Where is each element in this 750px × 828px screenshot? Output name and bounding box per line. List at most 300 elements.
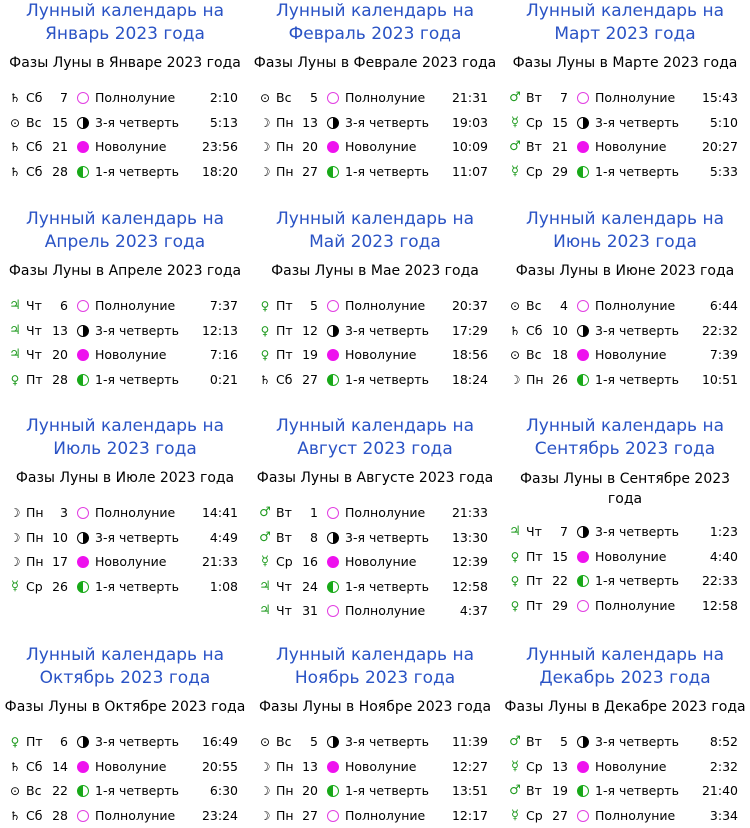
saturn-icon: ♄: [9, 164, 21, 179]
month-block: [0, 208, 250, 387]
day-number: 21: [552, 139, 568, 154]
moon-phase-first-icon: [577, 785, 589, 797]
moon-icon: ☽: [9, 555, 21, 569]
month-subtitle: Фазы Луны в Июне 2023 года: [515, 263, 735, 279]
weekday: Сб: [26, 758, 43, 774]
moon-phase-first-icon: [77, 166, 89, 178]
weekday: Сб: [26, 807, 43, 823]
phase-row: [0, 111, 250, 136]
moon-icon: ☽: [259, 808, 271, 823]
moon-icon: ☽: [509, 372, 521, 387]
weekday: Пт: [26, 371, 43, 387]
saturn-icon: ♄: [9, 91, 21, 105]
day-number: 26: [552, 371, 568, 387]
mercury-icon: ☿: [511, 163, 519, 179]
phase-time: 1:23: [709, 524, 738, 539]
phase-label: Новолуние: [595, 347, 667, 362]
weekday: Пн: [276, 114, 294, 130]
moon-icon: ☽: [9, 530, 21, 545]
phase-row: [250, 111, 500, 136]
weekday: Вс: [276, 734, 292, 749]
month-title-link[interactable]: Лунный календарь на Сентябрь 2023 года: [526, 416, 724, 459]
moon-phase-full-icon: [577, 92, 589, 104]
phase-label: Полнолуние: [345, 505, 426, 520]
month-title-link[interactable]: Лунный календарь на Ноябрь 2023 года: [276, 645, 474, 688]
moon-phase-full-icon: [577, 810, 589, 822]
phase-time: 20:27: [701, 139, 738, 154]
phase-time: 4:49: [209, 529, 238, 545]
jupiter-icon: ♃: [9, 322, 21, 338]
phase-label: 1-я четверть: [345, 163, 429, 179]
day-number: 18: [552, 347, 568, 362]
month-block: [0, 0, 250, 179]
phase-label: Новолуние: [95, 139, 167, 154]
moon-phase-new-icon: [577, 349, 589, 361]
phase-time: 21:33: [201, 554, 238, 569]
phase-label: 1-я четверть: [95, 783, 179, 798]
phase-time: 0:21: [209, 371, 238, 387]
month-subtitle: Фазы Луны в Апреле 2023 года: [8, 263, 242, 279]
moon-phase-last-icon: [77, 736, 89, 748]
phase-label: Новолуние: [595, 758, 667, 774]
phase-label: Новолуние: [345, 554, 417, 569]
phase-row: [0, 368, 250, 393]
day-number: 8: [310, 529, 318, 545]
weekday: Чт: [526, 524, 542, 539]
month-title-link[interactable]: Лунный календарь на Май 2023 года: [276, 209, 474, 252]
moon-phase-first-icon: [77, 581, 89, 593]
sun-icon: ⊙: [9, 115, 21, 130]
month-block: [250, 0, 500, 179]
phase-label: Полнолуние: [95, 298, 176, 313]
phase-label: 1-я четверть: [345, 578, 429, 594]
phase-row: [0, 160, 250, 185]
phase-label: Новолуние: [95, 554, 167, 569]
moon-phase-last-icon: [577, 117, 589, 129]
phase-label: Новолуние: [595, 139, 667, 154]
month-title-link[interactable]: Лунный календарь на Декабрь 2023 года: [526, 645, 724, 688]
sun-icon: ⊙: [259, 735, 271, 749]
phase-time: 1:08: [209, 578, 238, 594]
phase-row: [500, 545, 750, 570]
weekday: Пт: [526, 548, 543, 564]
day-number: 17: [52, 554, 68, 569]
phase-label: Полнолуние: [345, 90, 426, 105]
weekday: Чт: [276, 578, 292, 594]
phase-time: 18:20: [201, 163, 238, 179]
phase-row: [500, 111, 750, 136]
phase-time: 20:55: [201, 758, 238, 774]
day-number: 15: [552, 548, 568, 564]
moon-phase-full-icon: [77, 300, 89, 312]
phase-label: Полнолуние: [95, 505, 176, 520]
phase-label: Новолуние: [95, 758, 167, 774]
phase-label: 3-я четверть: [595, 322, 679, 338]
phase-time: 4:40: [709, 548, 738, 564]
day-number: 27: [302, 807, 318, 823]
phase-time: 11:07: [451, 163, 488, 179]
day-number: 31: [302, 603, 318, 618]
saturn-icon: ♄: [9, 759, 21, 774]
phase-label: Новолуние: [345, 139, 417, 154]
phase-time: 12:27: [451, 758, 488, 774]
weekday: Вт: [526, 90, 542, 105]
phase-time: 4:37: [459, 603, 488, 618]
moon-phase-last-icon: [327, 325, 339, 337]
phase-row: [250, 135, 500, 160]
venus-icon: ♀: [510, 598, 520, 613]
day-number: 13: [302, 114, 318, 130]
month-subtitle: Фазы Луны в Ноябре 2023 года: [258, 699, 492, 715]
phase-row: [250, 730, 500, 755]
phase-label: 3-я четверть: [345, 114, 429, 130]
day-number: 13: [552, 758, 568, 774]
phase-label: 1-я четверть: [595, 371, 679, 387]
phase-label: Полнолуние: [595, 597, 676, 613]
phase-time: 14:41: [201, 505, 238, 520]
moon-phase-first-icon: [77, 785, 89, 797]
phase-label: Полнолуние: [345, 298, 426, 313]
day-number: 29: [552, 597, 568, 613]
phase-row: [0, 343, 250, 368]
mars-icon: ♂: [509, 139, 521, 154]
phase-label: 3-я четверть: [95, 529, 179, 545]
month-title-link[interactable]: Лунный календарь на Август 2023 года: [276, 416, 474, 459]
weekday: Пн: [276, 807, 294, 823]
phase-label: Полнолуние: [595, 90, 676, 105]
weekday: Ср: [526, 807, 543, 823]
phase-label: 3-я четверть: [95, 114, 179, 130]
moon-phase-new-icon: [577, 551, 589, 563]
moon-phase-new-icon: [327, 761, 339, 773]
month-title-link[interactable]: Лунный календарь на Июнь 2023 года: [526, 209, 724, 252]
phase-time: 2:10: [209, 90, 238, 105]
day-number: 14: [52, 758, 68, 774]
moon-phase-first-icon: [327, 785, 339, 797]
month-title-link[interactable]: Лунный календарь на Октябрь 2023 года: [26, 645, 224, 688]
day-number: 15: [52, 114, 68, 130]
weekday: Вс: [526, 347, 542, 362]
day-number: 19: [302, 347, 318, 362]
month-block: [250, 644, 500, 823]
day-number: 29: [552, 163, 568, 179]
phase-time: 5:10: [709, 114, 738, 130]
phase-time: 21:31: [451, 90, 488, 105]
phase-list: [500, 294, 750, 392]
day-number: 20: [302, 139, 318, 154]
phase-row: [500, 135, 750, 160]
phase-time: 12:58: [451, 578, 488, 594]
weekday: Вс: [26, 114, 42, 130]
day-number: 28: [52, 807, 68, 823]
phase-time: 23:56: [201, 139, 238, 154]
phase-label: 1-я четверть: [95, 163, 179, 179]
day-number: 27: [302, 163, 318, 179]
moon-phase-first-icon: [327, 166, 339, 178]
weekday: Чт: [26, 322, 42, 338]
saturn-icon: ♄: [509, 323, 521, 338]
venus-icon: ♀: [260, 299, 270, 313]
moon-phase-new-icon: [77, 141, 89, 153]
day-number: 16: [302, 554, 318, 569]
weekday: Пн: [26, 505, 44, 520]
weekday: Пт: [526, 597, 543, 613]
phase-time: 7:37: [209, 298, 238, 313]
phase-time: 3:34: [709, 807, 738, 823]
phase-row: [250, 368, 500, 393]
phase-label: 3-я четверть: [345, 322, 429, 338]
weekday: Ср: [526, 114, 543, 130]
month-subtitle: Фазы Луны в Октябре 2023 года: [4, 699, 246, 715]
month-block: [0, 644, 250, 823]
month-block: [500, 0, 750, 179]
weekday: Ср: [526, 758, 543, 774]
month-title-link[interactable]: Лунный календарь на Июль 2023 года: [26, 416, 224, 459]
moon-phase-full-icon: [577, 600, 589, 612]
phase-list: [250, 294, 500, 392]
phase-row: [250, 755, 500, 780]
day-number: 5: [560, 734, 568, 749]
moon-phase-first-icon: [577, 575, 589, 587]
phase-time: 13:30: [451, 529, 488, 545]
phase-list: [0, 730, 250, 828]
month-block: [500, 208, 750, 387]
day-number: 28: [52, 163, 68, 179]
weekday: Пн: [526, 371, 544, 387]
phase-list: [500, 520, 750, 618]
weekday: Ср: [26, 578, 43, 594]
moon-phase-last-icon: [327, 532, 339, 544]
month-subtitle: Фазы Луны в Феврале 2023 года: [253, 55, 497, 71]
weekday: Пн: [276, 139, 294, 154]
phase-list: [500, 730, 750, 828]
phase-time: 10:51: [701, 371, 738, 387]
month-block: [250, 208, 500, 387]
phase-time: 12:39: [451, 554, 488, 569]
phase-time: 2:32: [709, 758, 738, 774]
moon-phase-last-icon: [77, 325, 89, 337]
phase-row: [0, 804, 250, 828]
moon-phase-full-icon: [77, 810, 89, 822]
weekday: Пн: [276, 783, 294, 798]
moon-phase-full-icon: [327, 300, 339, 312]
phase-row: [0, 86, 250, 111]
phase-label: 3-я четверть: [95, 734, 179, 749]
phase-time: 12:17: [451, 807, 488, 823]
day-number: 7: [60, 90, 68, 105]
month-title-link[interactable]: Лунный календарь на Февраль 2023 года: [276, 1, 474, 44]
day-number: 22: [552, 573, 568, 588]
phase-row: [0, 501, 250, 526]
phase-time: 22:32: [701, 322, 738, 338]
moon-phase-full-icon: [327, 810, 339, 822]
mars-icon: ♂: [259, 529, 271, 545]
phase-label: 1-я четверть: [345, 783, 429, 798]
day-number: 27: [302, 371, 318, 387]
weekday: Вс: [26, 783, 42, 798]
moon-phase-new-icon: [327, 556, 339, 568]
phase-time: 21:40: [701, 783, 738, 798]
month-subtitle: Фазы Луны в Сентябре 2023 года: [519, 471, 731, 507]
moon-phase-first-icon: [577, 374, 589, 386]
weekday: Сб: [26, 163, 43, 179]
mars-icon: ♂: [509, 783, 521, 798]
moon-icon: ☽: [259, 164, 271, 179]
moon-phase-full-icon: [77, 507, 89, 519]
jupiter-icon: ♃: [259, 578, 271, 594]
phase-time: 16:49: [201, 734, 238, 749]
phase-row: [500, 594, 750, 619]
phase-label: 3-я четверть: [95, 322, 179, 338]
phase-row: [250, 86, 500, 111]
month-title-link[interactable]: Лунный календарь на Март 2023 года: [526, 1, 724, 44]
weekday: Ср: [526, 163, 543, 179]
weekday: Вт: [526, 734, 542, 749]
jupiter-icon: ♃: [259, 603, 271, 618]
phase-row: [250, 501, 500, 526]
phase-time: 11:39: [451, 734, 488, 749]
sun-icon: ⊙: [259, 91, 271, 105]
month-block: [500, 644, 750, 823]
phase-list: [250, 501, 500, 624]
phase-list: [0, 86, 250, 184]
moon-icon: ☽: [9, 506, 21, 520]
phase-label: Полнолуние: [95, 807, 176, 823]
day-number: 5: [310, 298, 318, 313]
venus-icon: ♀: [10, 735, 20, 749]
weekday: Вт: [276, 505, 292, 520]
phase-row: [500, 520, 750, 545]
phase-row: [500, 368, 750, 393]
day-number: 12: [302, 322, 318, 338]
moon-phase-last-icon: [77, 117, 89, 129]
moon-phase-first-icon: [327, 374, 339, 386]
day-number: 4: [560, 298, 568, 313]
phase-time: 6:30: [209, 783, 238, 798]
weekday: Вт: [526, 783, 542, 798]
phase-time: 19:03: [451, 114, 488, 130]
month-block: [0, 415, 250, 594]
day-number: 20: [52, 347, 68, 362]
phase-time: 21:33: [451, 505, 488, 520]
phase-time: 5:13: [209, 114, 238, 130]
moon-phase-last-icon: [577, 526, 589, 538]
phase-label: 3-я четверть: [345, 529, 429, 545]
phase-row: [500, 804, 750, 828]
weekday: Вт: [526, 139, 542, 154]
phase-row: [0, 135, 250, 160]
sun-icon: ⊙: [509, 299, 521, 313]
phase-label: Полнолуние: [345, 603, 426, 618]
phase-row: [250, 294, 500, 319]
day-number: 21: [52, 139, 68, 154]
phase-label: Полнолуние: [95, 90, 176, 105]
moon-phase-last-icon: [327, 117, 339, 129]
phase-time: 23:24: [201, 807, 238, 823]
phase-time: 12:13: [201, 322, 238, 338]
month-title-link[interactable]: Лунный календарь на Апрель 2023 года: [26, 209, 224, 252]
phase-row: [0, 526, 250, 551]
phase-row: [500, 779, 750, 804]
mars-icon: ♂: [509, 734, 521, 749]
phase-label: Полнолуние: [595, 807, 676, 823]
weekday: Пн: [26, 554, 44, 569]
day-number: 27: [552, 807, 568, 823]
mercury-icon: ☿: [11, 578, 19, 594]
mercury-icon: ☿: [261, 554, 269, 569]
weekday: Ср: [276, 554, 293, 569]
phase-time: 7:39: [709, 347, 738, 362]
day-number: 1: [310, 505, 318, 520]
phase-label: Полнолуние: [595, 298, 676, 313]
moon-icon: ☽: [259, 784, 271, 798]
phase-row: [0, 755, 250, 780]
month-subtitle: Фазы Луны в Декабре 2023 года: [504, 699, 746, 715]
day-number: 19: [552, 783, 568, 798]
day-number: 7: [560, 90, 568, 105]
weekday: Пт: [276, 298, 293, 313]
phase-row: [250, 550, 500, 575]
phase-label: Новолуние: [345, 347, 417, 362]
month-title-link[interactable]: Лунный календарь на Январь 2023 года: [26, 1, 224, 44]
moon-phase-new-icon: [327, 141, 339, 153]
phase-list: [0, 294, 250, 392]
phase-row: [500, 86, 750, 111]
weekday: Сб: [26, 139, 43, 154]
phase-label: Новолуние: [595, 548, 667, 564]
phase-row: [500, 730, 750, 755]
phase-row: [0, 294, 250, 319]
day-number: 3: [60, 505, 68, 520]
weekday: Пт: [26, 734, 43, 749]
phase-time: 18:24: [451, 371, 488, 387]
phase-time: 12:58: [701, 597, 738, 613]
day-number: 10: [52, 529, 68, 545]
jupiter-icon: ♃: [9, 347, 21, 362]
phase-row: [250, 779, 500, 804]
sun-icon: ⊙: [9, 784, 21, 798]
phase-time: 17:29: [451, 322, 488, 338]
phase-time: 15:43: [701, 90, 738, 105]
weekday: Сб: [26, 90, 43, 105]
phase-label: Новолуние: [95, 347, 167, 362]
moon-phase-new-icon: [327, 349, 339, 361]
day-number: 13: [302, 758, 318, 774]
phase-row: [0, 730, 250, 755]
month-block: [250, 415, 500, 618]
weekday: Вт: [276, 529, 292, 545]
day-number: 26: [52, 578, 68, 594]
moon-icon: ☽: [259, 115, 271, 130]
moon-icon: ☽: [259, 759, 271, 774]
phase-time: 20:37: [451, 298, 488, 313]
phase-time: 22:33: [701, 573, 738, 588]
weekday: Чт: [26, 298, 42, 313]
moon-phase-first-icon: [327, 581, 339, 593]
phase-row: [500, 569, 750, 594]
phase-row: [250, 343, 500, 368]
weekday: Пт: [276, 347, 293, 362]
moon-phase-first-icon: [77, 374, 89, 386]
moon-phase-full-icon: [577, 300, 589, 312]
phase-label: 1-я четверть: [595, 163, 679, 179]
mercury-icon: ☿: [511, 758, 519, 774]
month-subtitle: Фазы Луны в Августе 2023 года: [256, 470, 494, 486]
phase-row: [250, 804, 500, 828]
weekday: Пн: [276, 163, 294, 179]
phase-row: [250, 319, 500, 344]
weekday: Сб: [276, 371, 293, 387]
